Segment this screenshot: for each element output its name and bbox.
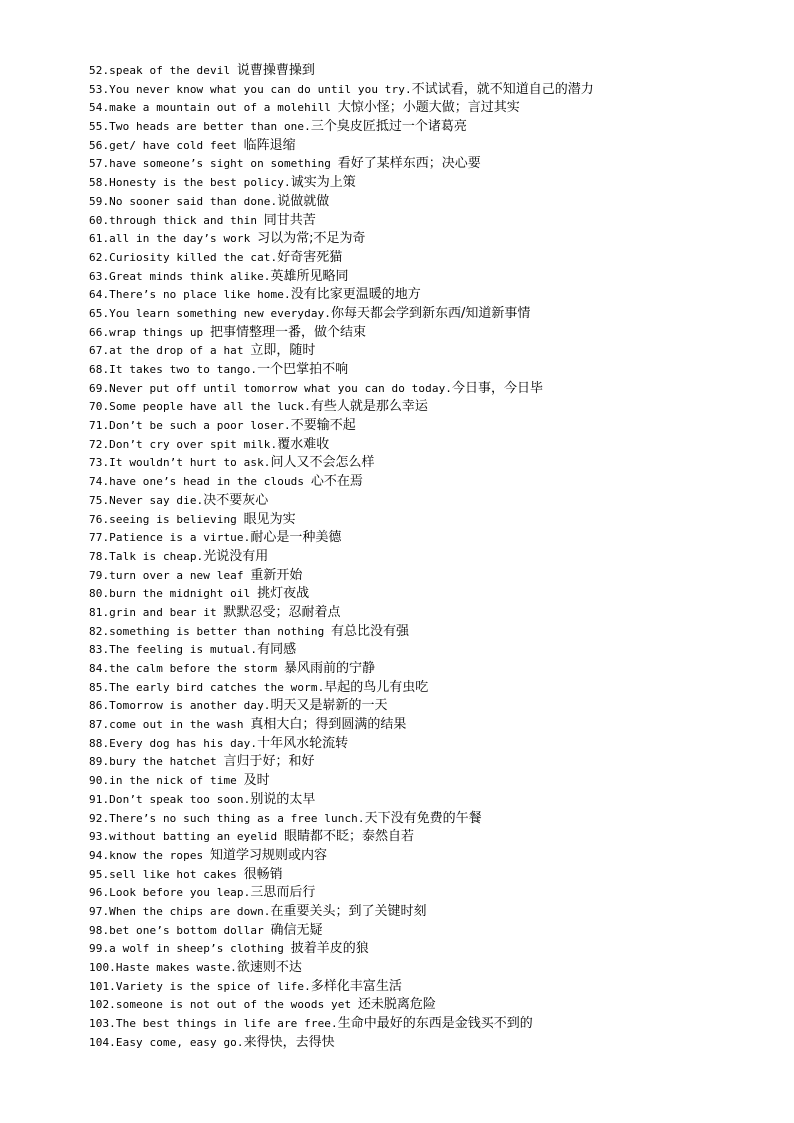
english-phrase: 68.It takes two to tango. xyxy=(89,363,258,376)
idiom-entry xyxy=(89,528,729,547)
idiom-entry xyxy=(89,603,729,622)
english-phrase: 58.Honesty is the best policy. xyxy=(89,176,291,190)
chinese-translation: 在重要关头；到了关键时刻 xyxy=(270,903,427,919)
english-phrase: 59.No sooner said than done. xyxy=(89,194,278,208)
chinese-translation: 暴风雨前的宁静 xyxy=(283,661,375,676)
idiom-list xyxy=(89,61,729,1051)
chinese-translation: 把事情整理一番，做个结束 xyxy=(210,324,367,340)
english-phrase: 90.in the nick of time xyxy=(89,774,244,788)
chinese-translation: 不试试看，就不知道自己的潜力 xyxy=(411,81,594,97)
idiom-entry xyxy=(89,1033,729,1052)
chinese-translation: 习以为常;不足为奇 xyxy=(257,231,366,247)
chinese-translation: 来得快，去得快 xyxy=(243,1034,335,1050)
idiom-entry xyxy=(89,491,729,510)
english-phrase: 89.bury the hatchet xyxy=(89,755,224,769)
chinese-translation: 眼睛都不眨；泰然自若 xyxy=(283,829,414,845)
chinese-translation: 有些人就是那么幸运 xyxy=(310,399,428,415)
idiom-entry xyxy=(89,397,729,416)
english-phrase: 81.grin and bear it xyxy=(89,605,224,619)
english-phrase: 63.Great minds think alike. xyxy=(89,269,271,283)
english-phrase: 97.When the chips are down. xyxy=(89,904,271,918)
english-phrase: 83.The feeling is mutual. xyxy=(89,643,258,657)
chinese-translation: 覆水难收 xyxy=(277,436,330,452)
idiom-entry xyxy=(89,752,729,771)
chinese-translation: 耐心是一种美德 xyxy=(250,530,342,546)
english-phrase: 69.Never put off until tomorrow what you can do today. xyxy=(89,381,453,395)
chinese-translation: 默默忍受；忍耐着点 xyxy=(223,604,341,620)
idiom-entry xyxy=(89,734,729,753)
english-phrase: 70.Some people have all the luck. xyxy=(89,400,311,414)
english-phrase: 92.There’s no such thing as a free lunch. xyxy=(89,811,365,825)
chinese-translation: 多样化丰富生活 xyxy=(310,978,402,994)
chinese-translation: 说曹操曹操到 xyxy=(236,63,315,78)
chinese-translation: 心不在焉 xyxy=(310,474,363,490)
chinese-translation: 披着羊皮的狼 xyxy=(290,941,369,957)
english-phrase: 76.seeing is believing xyxy=(89,512,244,526)
idiom-entry xyxy=(89,958,729,977)
english-phrase: 91.Don’t speak too soon. xyxy=(89,792,251,806)
english-phrase: 79.turn over a new leaf xyxy=(89,568,251,582)
idiom-entry xyxy=(89,678,729,697)
english-phrase: 61.all in the day’s work xyxy=(89,232,258,246)
chinese-translation: 同甘共苦 xyxy=(263,212,316,228)
idiom-entry xyxy=(89,921,729,940)
idiom-entry xyxy=(89,117,729,136)
idiom-entry xyxy=(89,98,729,117)
english-phrase: 98.bet one’s bottom dollar xyxy=(89,923,271,937)
chinese-translation: 挑灯夜战 xyxy=(257,586,310,602)
english-phrase: 77.Patience is a virtue. xyxy=(89,531,251,545)
idiom-entry xyxy=(89,136,729,155)
chinese-translation: 一个巴掌拍不响 xyxy=(257,362,349,377)
english-phrase: 72.Don’t cry over spit milk. xyxy=(89,437,278,451)
chinese-translation: 别说的太早 xyxy=(250,791,316,807)
chinese-translation: 没有比家更温暖的地方 xyxy=(290,287,421,303)
english-phrase: 52.speak of the devil xyxy=(89,64,237,77)
chinese-translation: 诚实为上策 xyxy=(290,175,356,191)
idiom-entry xyxy=(89,510,729,529)
chinese-translation: 问人又不会怎么样 xyxy=(270,455,375,471)
chinese-translation: 你每天都会学到新东西/知道新事情 xyxy=(331,305,531,321)
idiom-entry xyxy=(89,547,729,566)
idiom-entry xyxy=(89,192,729,211)
chinese-translation: 有同感 xyxy=(257,642,297,658)
english-phrase: 93.without batting an eyelid xyxy=(89,830,284,844)
english-phrase: 87.come out in the wash xyxy=(89,718,251,732)
chinese-translation: 今日事，今日毕 xyxy=(452,380,544,396)
english-phrase: 55.Two heads are better than one. xyxy=(89,120,311,134)
chinese-translation: 三个臭皮匠抵过一个诸葛亮 xyxy=(310,119,467,135)
english-phrase: 101.Variety is the spice of life. xyxy=(89,979,311,993)
idiom-entry xyxy=(89,211,729,230)
idiom-entry xyxy=(89,809,729,828)
idiom-entry xyxy=(89,622,729,641)
english-phrase: 73.It wouldn’t hurt to ask. xyxy=(89,456,271,470)
idiom-entry xyxy=(89,584,729,603)
idiom-entry xyxy=(89,416,729,435)
chinese-translation: 重新开始 xyxy=(250,567,303,583)
idiom-entry xyxy=(89,267,729,286)
idiom-entry xyxy=(89,995,729,1014)
idiom-entry xyxy=(89,659,729,678)
idiom-entry xyxy=(89,1014,729,1033)
idiom-entry xyxy=(89,435,729,454)
english-phrase: 54.make a mountain out of a molehill xyxy=(89,101,338,115)
idiom-entry xyxy=(89,304,729,323)
english-phrase: 104.Easy come, easy go. xyxy=(89,1035,244,1049)
english-phrase: 86.Tomorrow is another day. xyxy=(89,699,271,713)
chinese-translation: 天下没有免费的午餐 xyxy=(364,810,482,826)
idiom-entry xyxy=(89,323,729,342)
chinese-translation: 早起的鸟儿有虫吃 xyxy=(324,679,429,695)
english-phrase: 67.at the drop of a hat xyxy=(89,344,251,358)
chinese-translation: 很畅销 xyxy=(243,866,283,882)
english-phrase: 84.the calm before the storm xyxy=(89,662,284,675)
english-phrase: 100.Haste makes waste. xyxy=(89,961,237,974)
chinese-translation: 临阵退缩 xyxy=(243,137,296,153)
chinese-translation: 眼见为实 xyxy=(243,511,296,527)
idiom-entry xyxy=(89,173,729,192)
idiom-entry xyxy=(89,566,729,585)
english-phrase: 74.have one’s head in the clouds xyxy=(89,475,311,489)
idiom-entry xyxy=(89,61,729,80)
english-phrase: 95.sell like hot cakes xyxy=(89,867,244,881)
english-phrase: 75.Never say die. xyxy=(89,493,204,507)
chinese-translation: 大惊小怪；小题大做；言过其实 xyxy=(337,100,520,116)
english-phrase: 85.The early bird catches the worm. xyxy=(89,680,325,694)
idiom-entry xyxy=(89,902,729,921)
chinese-translation: 还未脱离危险 xyxy=(357,997,436,1013)
idiom-entry xyxy=(89,154,729,173)
english-phrase: 102.someone is not out of the woods yet xyxy=(89,998,358,1012)
english-phrase: 88.Every dog has his day. xyxy=(89,736,258,750)
chinese-translation: 知道学习规则或内容 xyxy=(210,847,328,863)
chinese-translation: 三思而后行 xyxy=(250,885,316,901)
chinese-translation: 言归于好；和好 xyxy=(223,754,315,770)
english-phrase: 96.Look before you leap. xyxy=(89,886,251,900)
idiom-entry xyxy=(89,939,729,958)
chinese-translation: 欲速则不达 xyxy=(236,960,302,975)
idiom-entry xyxy=(89,790,729,809)
english-phrase: 62.Curiosity killed the cat. xyxy=(89,250,278,264)
idiom-entry xyxy=(89,977,729,996)
idiom-entry xyxy=(89,80,729,99)
idiom-entry xyxy=(89,472,729,491)
idiom-entry xyxy=(89,248,729,267)
chinese-translation: 确信无疑 xyxy=(270,922,323,938)
chinese-translation: 英雄所见略同 xyxy=(270,268,349,284)
chinese-translation: 生命中最好的东西是金钱买不到的 xyxy=(337,1016,533,1032)
english-phrase: 66.wrap things up xyxy=(89,325,211,339)
english-phrase: 94.know the ropes xyxy=(89,848,211,862)
english-phrase: 103.The best things in life are free. xyxy=(89,1017,338,1031)
chinese-translation: 立即，随时 xyxy=(250,343,316,359)
idiom-entry xyxy=(89,715,729,734)
english-phrase: 71.Don’t be such a poor loser. xyxy=(89,419,291,433)
english-phrase: 78.Talk is cheap. xyxy=(89,549,204,563)
idiom-entry xyxy=(89,341,729,360)
idiom-entry xyxy=(89,453,729,472)
english-phrase: 53.You never know what you can do until you try. xyxy=(89,82,412,96)
english-phrase: 64.There’s no place like home. xyxy=(89,288,291,302)
chinese-translation: 决不要灰心 xyxy=(203,492,269,508)
chinese-translation: 看好了某样东西；决心要 xyxy=(337,156,481,172)
idiom-entry xyxy=(89,360,729,379)
idiom-entry xyxy=(89,379,729,398)
idiom-entry xyxy=(89,285,729,304)
english-phrase: 56.get/ have cold feet xyxy=(89,138,244,152)
chinese-translation: 不要输不起 xyxy=(290,418,356,434)
chinese-translation: 说做就做 xyxy=(277,193,330,209)
idiom-entry xyxy=(89,883,729,902)
idiom-entry xyxy=(89,696,729,715)
idiom-entry xyxy=(89,846,729,865)
english-phrase: 57.have someone’s sight on something xyxy=(89,157,338,171)
chinese-translation: 及时 xyxy=(243,773,270,789)
chinese-translation: 好奇害死猫 xyxy=(277,249,343,265)
chinese-translation: 光说没有用 xyxy=(203,548,269,564)
english-phrase: 99.a wolf in sheep’s clothing xyxy=(89,942,291,956)
idiom-entry xyxy=(89,865,729,884)
english-phrase: 65.You learn something new everyday. xyxy=(89,306,332,320)
idiom-entry xyxy=(89,640,729,659)
english-phrase: 82.something is better than nothing xyxy=(89,624,332,638)
idiom-entry xyxy=(89,229,729,248)
chinese-translation: 明天又是崭新的一天 xyxy=(270,698,388,714)
english-phrase: 80.burn the midnight oil xyxy=(89,587,258,601)
chinese-translation: 真相大白；得到圆满的结果 xyxy=(250,717,407,733)
english-phrase: 60.through thick and thin xyxy=(89,213,264,227)
idiom-entry xyxy=(89,771,729,790)
chinese-translation: 有总比没有强 xyxy=(331,623,410,639)
chinese-translation: 十年风水轮流转 xyxy=(257,735,349,751)
idiom-entry xyxy=(89,827,729,846)
